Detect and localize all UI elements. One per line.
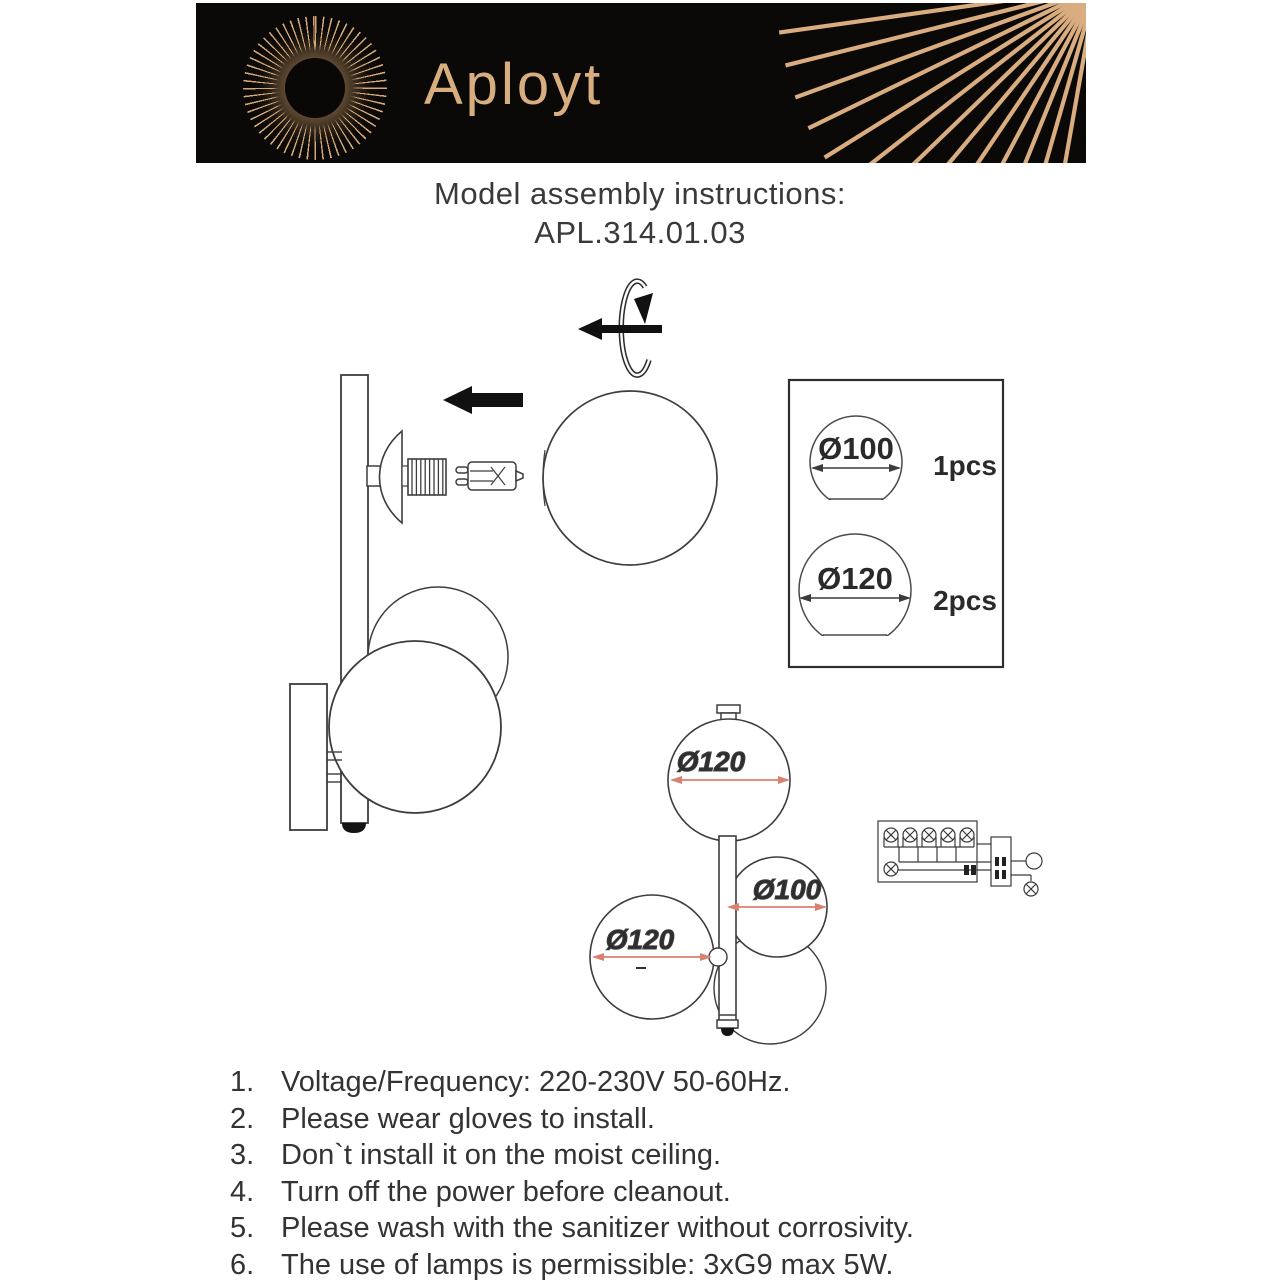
page-title: Model assembly instructions: <box>434 176 846 211</box>
instruction-number: 1. <box>230 1066 255 1098</box>
instruction-item <box>230 1139 914 1176</box>
instruction-item <box>230 1066 914 1103</box>
globe-detached <box>543 391 717 565</box>
instruction-number: 4. <box>230 1175 255 1208</box>
model-number: APL.314.01.03 <box>534 215 746 250</box>
dimension-label: Ø100 <box>752 874 822 905</box>
wiring-diagram <box>878 821 1042 896</box>
instruction-number: 2. <box>230 1102 255 1135</box>
globe-lower <box>329 641 501 813</box>
instruction-item <box>230 1249 914 1280</box>
assembled-view-drawing <box>590 705 827 1044</box>
instruction-item <box>230 1103 914 1140</box>
dimension-label: Ø120 <box>676 746 746 777</box>
part-diameter-label: Ø100 <box>818 431 894 466</box>
instruction-number: 5. <box>230 1212 255 1245</box>
instruction-text: Don`t install it on the moist ceiling. <box>281 1139 722 1172</box>
part-qty-label: 2pcs <box>933 585 997 616</box>
part-diameter-label: Ø120 <box>817 561 893 596</box>
instruction-item <box>230 1212 914 1249</box>
assembled-rod <box>719 836 736 1028</box>
rotate-arrow-icon <box>578 281 662 375</box>
exploded-view-drawing <box>290 281 717 833</box>
insert-arrow-icon <box>443 386 523 414</box>
g9-bulb <box>456 462 523 490</box>
parts-box <box>789 380 1003 667</box>
instruction-number: 3. <box>230 1139 255 1172</box>
instruction-number: 6. <box>230 1248 255 1280</box>
instruction-text: Turn off the power before cleanout. <box>281 1175 731 1208</box>
instructions-list <box>230 1066 914 1280</box>
stem-end-cap <box>342 823 366 833</box>
brand-logo-text: Aployt <box>424 52 604 117</box>
socket-assembly <box>367 431 446 523</box>
instruction-text: The use of lamps is permissible: 3xG9 max 5W. <box>281 1248 894 1280</box>
dimension-label: Ø120 <box>605 924 675 955</box>
instruction-text: Please wear gloves to install. <box>281 1102 655 1135</box>
instruction-text: Please wash with the sanitizer without corrosivity. <box>281 1212 914 1245</box>
junction-symbol <box>1026 853 1042 869</box>
instruction-text: Voltage/Frequency: 220-230V 50-60Hz. <box>281 1066 791 1098</box>
part-qty-label: 1pcs <box>933 450 997 481</box>
instruction-item <box>230 1176 914 1213</box>
